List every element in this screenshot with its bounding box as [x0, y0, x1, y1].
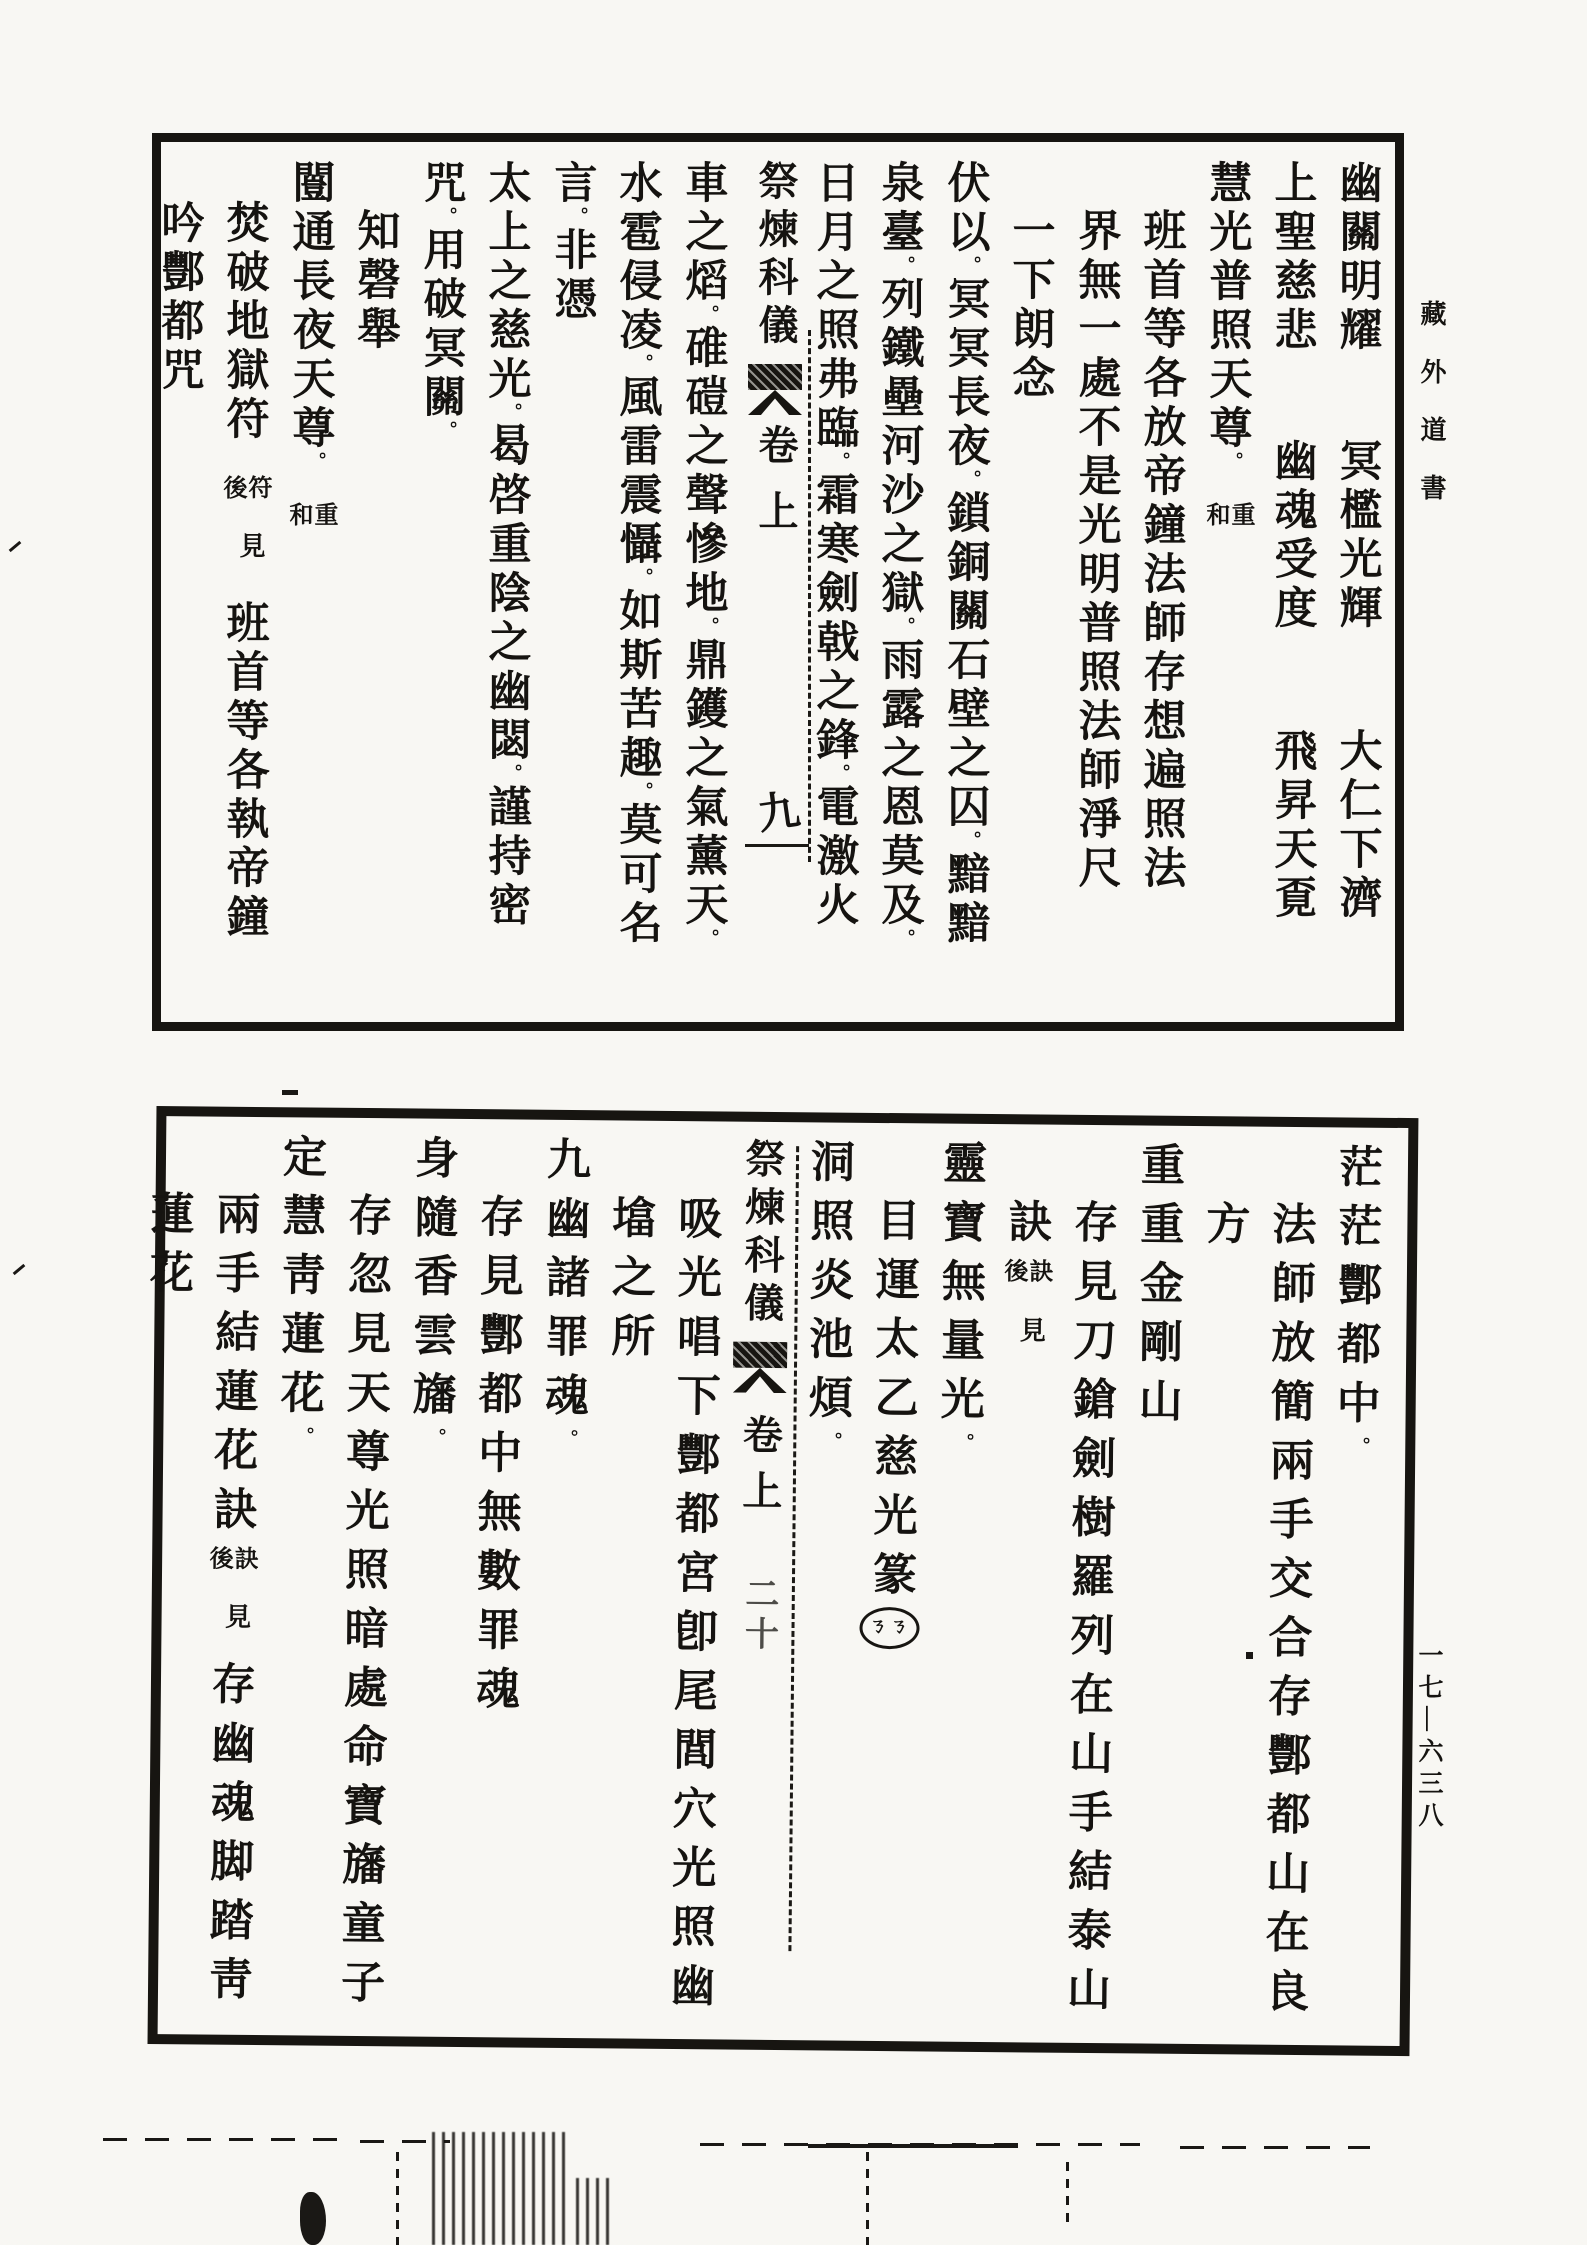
column-text: 幽關明耀 [1333, 160, 1381, 356]
text-column [867, 142, 931, 1022]
annotation-right-column: 訣 [1024, 1258, 1052, 1287]
punctuation-circle: 。 [830, 764, 851, 783]
text-column [920, 1123, 993, 2042]
page-frame-bottom [142, 1106, 1418, 2056]
fishtail-chevron [733, 1368, 787, 1394]
punctuation-circle: 。 [633, 354, 654, 373]
scan-artifact-smudge [432, 2132, 572, 2245]
text-column [128, 1116, 201, 2035]
punctuation-circle: 。 [830, 452, 851, 471]
column-text: 上 [753, 490, 798, 536]
column-text: 身隨香雲旛。 [405, 1134, 458, 1447]
text-column [986, 1124, 1059, 2043]
column-text: 吟酆都咒 [155, 200, 203, 396]
column-text: 蓮花 [142, 1189, 193, 1309]
margin-series-title: 藏外道書 [1417, 300, 1446, 532]
punctuation-circle: 。 [437, 421, 458, 440]
column-text: 存忽見天尊光照暗處命寶旛童子 [333, 1191, 391, 2019]
text-column [671, 142, 735, 1022]
annotation-left-column: 後 [205, 1545, 232, 1574]
scan-artifact-dashed-line [1066, 2162, 1069, 2227]
text-column [1129, 142, 1193, 1022]
fishtail-ornament [748, 364, 802, 415]
scan-artifact-tick [9, 541, 22, 552]
punctuation-circle: 。 [699, 305, 720, 324]
text-column [854, 1123, 927, 2042]
interlinear-annotation [1000, 1258, 1050, 1286]
small-note-text: 見 [1016, 1316, 1046, 1347]
column-text: 定慧靑蓮花。 [273, 1133, 326, 1446]
column-text: 吸光唱下酆都宮卽尾閭穴光照幽 [663, 1194, 721, 2022]
interlinear-annotation [1202, 502, 1252, 530]
text-column [1184, 1126, 1257, 2045]
punctuation-circle: 。 [437, 207, 458, 226]
column-text: 一下朗念 [1006, 208, 1054, 404]
scan-artifact-dashed-line [1180, 2146, 1370, 2149]
column-text: 冥檻光輝 [1333, 438, 1381, 634]
column-text: 闓通長夜天尊。 [286, 160, 334, 471]
annotation-left-column: 和 [1202, 502, 1228, 530]
small-note-text: 見 [236, 532, 265, 562]
punctuation-circle: 。 [1223, 452, 1244, 471]
column-text: 日月之照弗臨。霜寒劍戟之鋒。電激火 [810, 160, 858, 932]
column-text: 水雹侵凌。風雷震懾。如斯苦趣。莫可名 [613, 160, 661, 950]
column-text: 訣 [1001, 1198, 1051, 1258]
annotation-right-column: 重 [310, 502, 336, 530]
punctuation-circle: 。 [502, 403, 523, 422]
column-text: 靈寶無量光。 [933, 1139, 986, 1452]
seal-ellipse [859, 1607, 919, 1650]
column-text: 存幽魂脚踏靑 [201, 1660, 255, 2015]
column-text: 茫茫酆都中。 [1329, 1143, 1382, 1456]
text-column [212, 142, 276, 1022]
text-column [458, 1119, 531, 2038]
text-column [743, 142, 807, 1022]
punctuation-circle: 。 [558, 1428, 579, 1448]
text-column [1250, 1127, 1323, 2046]
column-text: 焚破地獄符 [220, 200, 268, 445]
seal-glyphs: ㄋㄋ [868, 1615, 911, 1638]
column-text: 存見酆都中無數罪魂 [468, 1193, 523, 1725]
column-text: 墖之所 [603, 1194, 655, 1372]
annotation-left-column: 後 [999, 1258, 1027, 1287]
interlinear-annotation [219, 475, 269, 503]
punctuation-circle: 。 [822, 1431, 843, 1451]
interlinear-annotation [285, 502, 335, 530]
punctuation-circle: 。 [568, 207, 589, 226]
text-column [540, 142, 604, 1022]
scan-artifact-tick [13, 1264, 26, 1275]
text-column [343, 142, 407, 1022]
text-column [788, 1122, 861, 2041]
column-text: 言。非憑 [548, 160, 596, 326]
page-frame-top [152, 133, 1404, 1031]
small-note-text: 見 [221, 1602, 251, 1633]
text-column [1118, 1125, 1191, 2044]
text-column [802, 142, 866, 1022]
column-text: 卷 [753, 424, 798, 470]
column-text: 洞照炎池煩。 [801, 1138, 854, 1451]
text-column [194, 1116, 267, 2035]
text-column [1064, 142, 1128, 1022]
punctuation-circle: 。 [633, 568, 654, 587]
column-text: 上 [736, 1469, 783, 1526]
fishtail-bar [733, 1342, 787, 1369]
banxin-horizontal-rule [745, 844, 809, 847]
punctuation-circle: 。 [961, 256, 982, 275]
text-column [524, 1120, 597, 2039]
fishtail-chevron [748, 390, 802, 415]
column-text: 祭煉科儀 [753, 160, 798, 352]
scan-artifact-speck [282, 1090, 298, 1095]
punctuation-circle: 。 [895, 256, 916, 275]
scan-artifact-blob [300, 2192, 326, 2245]
column-text: 知磬舉 [351, 208, 399, 355]
column-text: 咒。用破冥關。 [417, 160, 465, 440]
column-text: 大仁下濟 [1333, 728, 1381, 924]
annotation-right-column: 符 [244, 475, 270, 503]
column-text: 九幽諸罪魂。 [537, 1135, 590, 1448]
column-text: 班首等各執帝鐘 [220, 600, 268, 943]
punctuation-circle: 。 [961, 470, 982, 489]
column-text: 存見刀鎗劍樹羅列在山手結泰山 [1059, 1198, 1117, 2026]
fishtail-ornament [733, 1342, 787, 1394]
text-column [147, 142, 211, 1022]
column-text: 太上之慈光。曷啓重陰之幽閟。謹持密 [482, 160, 530, 932]
column-text: 界無一處不是光明普照法師淨尺 [1072, 208, 1120, 894]
folio-page-number: 九 [748, 787, 802, 841]
text-column [392, 1118, 465, 2037]
column-text: 兩手結蓮花訣 [206, 1190, 259, 1545]
annotation-left-column: 後 [219, 475, 245, 503]
text-column [1195, 142, 1259, 1022]
interlinear-annotation [205, 1546, 255, 1574]
margin-volume-page-number: 一七—六三八 [1415, 1642, 1442, 1834]
scan-artifact-dashed-line [103, 2138, 338, 2141]
punctuation-circle: 。 [895, 617, 916, 636]
column-text: 卷 [737, 1413, 783, 1470]
column-text: 車之熖。碓磑之聲慘地。鼎鑊之氣薰天。 [679, 160, 727, 948]
text-column [605, 142, 669, 1022]
text-column [409, 142, 473, 1022]
scan-artifact-dashed-line [396, 2152, 399, 2245]
punctuation-circle: 。 [306, 452, 327, 471]
text-column [474, 142, 538, 1022]
seal-stamp [859, 1607, 919, 1650]
banxin-vertical-rule [808, 330, 811, 862]
column-text: 幽魂受度 [1268, 438, 1316, 634]
text-column [326, 1118, 399, 2037]
scan-artifact [808, 2144, 1018, 2148]
scan-artifact-speck [1246, 1652, 1253, 1659]
column-text: 慧光普照天尊。 [1203, 160, 1251, 471]
text-column [933, 142, 997, 1022]
punctuation-circle: 。 [1350, 1436, 1371, 1456]
punctuation-circle: 。 [895, 929, 916, 948]
annotation-right-column: 重 [1227, 502, 1253, 530]
punctuation-circle: 。 [633, 782, 654, 801]
column-text: 法師放簡兩手交合存酆都山在良 [1257, 1200, 1315, 2028]
punctuation-circle: 。 [699, 617, 720, 636]
text-column [1325, 142, 1389, 1022]
column-text: 伏以。冥冥長夜。鎖銅關石壁之囚。黯黯 [941, 160, 989, 950]
text-column [278, 142, 342, 1022]
text-column [1316, 1127, 1389, 2046]
text-column [656, 1121, 729, 2040]
scan-artifact-smudge [576, 2178, 616, 2245]
text-column [1052, 1125, 1125, 2044]
punctuation-circle: 。 [699, 929, 720, 948]
punctuation-circle: 。 [502, 764, 523, 783]
annotation-right-column: 訣 [230, 1545, 257, 1574]
punctuation-circle: 。 [426, 1427, 447, 1447]
punctuation-circle: 。 [294, 1426, 315, 1446]
column-text: 祭煉科儀 [738, 1137, 786, 1331]
column-text: 泉臺。列鐵壘河沙之獄。雨露之恩莫及。 [875, 160, 923, 948]
annotation-left-column: 和 [285, 502, 311, 530]
text-column [1260, 142, 1324, 1022]
punctuation-circle: 。 [954, 1432, 975, 1452]
column-text: 重重金剛山 [1131, 1141, 1184, 1437]
scan-artifact-dashed-line [866, 2152, 869, 2245]
fishtail-bar [748, 364, 802, 390]
column-text: 飛昇天覔 [1268, 728, 1316, 924]
column-text: 班首等各放帝鐘法師存想遍照法 [1137, 208, 1185, 894]
text-column [722, 1122, 795, 2041]
column-text: 方 [1199, 1200, 1249, 1260]
folio-page-number: 二十 [739, 1575, 778, 1656]
text-column [590, 1120, 663, 2039]
punctuation-circle: 。 [961, 831, 982, 850]
column-text: 上聖慈悲 [1268, 160, 1316, 356]
text-column [260, 1117, 333, 2036]
text-column [998, 142, 1062, 1022]
column-text: 目運太乙慈光篆 [865, 1196, 919, 1611]
